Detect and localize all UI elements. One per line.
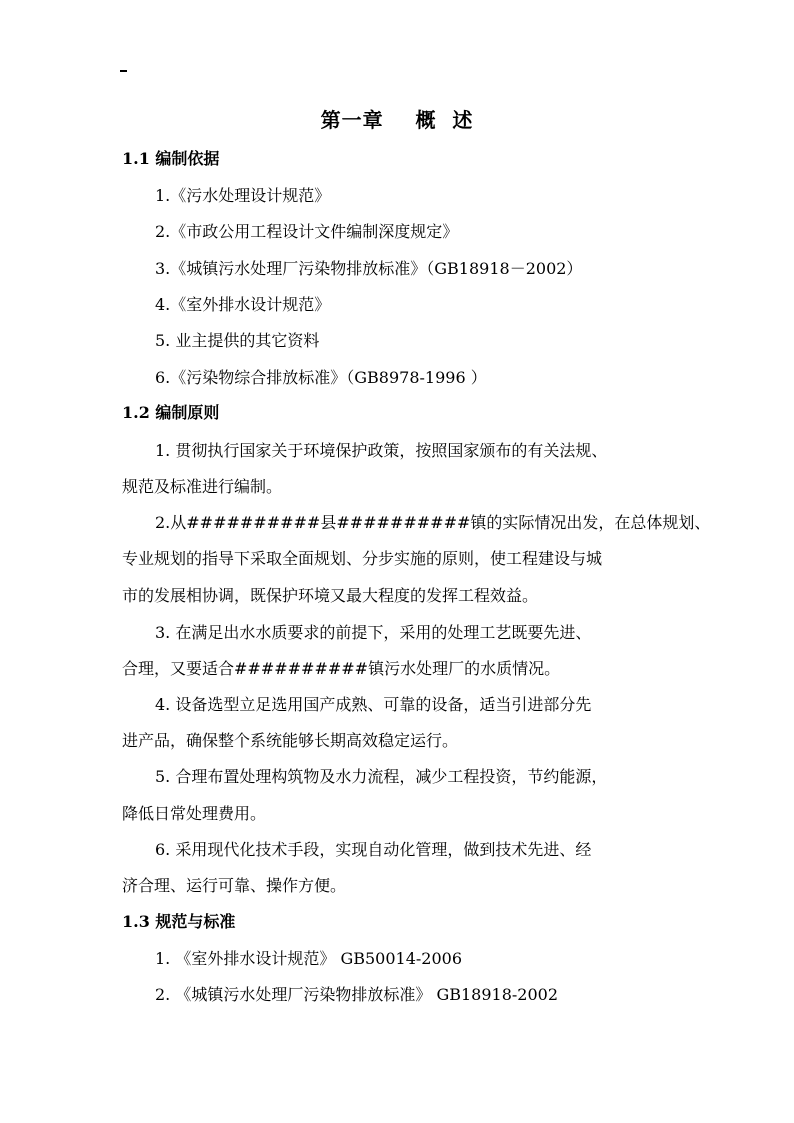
section-heading-1-2: 1.2 编制原则 xyxy=(122,403,220,422)
chapter-title: 第一章 概 述 xyxy=(320,108,474,132)
principle-line: 3. 在满足出水水质要求的前提下，采用的处理工艺既要先进、 xyxy=(155,623,592,642)
principle-line: 市的发展相协调，既保护环境又最大程度的发挥工程效益。 xyxy=(122,586,539,605)
reference-item: 1.《污水处理设计规范》 xyxy=(155,186,331,205)
principle-line: 2.从##########县##########镇的实际情况出发，在总体规划、 xyxy=(155,513,711,532)
principle-line: 5. 合理布置处理构筑物及水力流程，减少工程投资，节约能源， xyxy=(155,767,608,786)
section-heading-1-3: 1.3 规范与标准 xyxy=(122,912,236,931)
principle-line: 合理，又要适合##########镇污水处理厂的水质情况。 xyxy=(122,659,561,678)
standard-item: 2. 《城镇污水处理厂污染物排放标准》 GB18918-2002 xyxy=(155,985,559,1004)
principle-line: 济合理、运行可靠、操作方便。 xyxy=(122,876,347,895)
principle-line: 规范及标准进行编制。 xyxy=(122,477,283,496)
reference-item: 6.《污染物综合排放标准》（GB8978-1996 ） xyxy=(155,368,487,387)
reference-item: 5. 业主提供的其它资料 xyxy=(155,331,320,350)
reference-item: 4.《室外排水设计规范》 xyxy=(155,295,331,314)
principle-line: 4. 设备选型立足选用国产成熟、可靠的设备，适当引进部分先 xyxy=(155,695,592,714)
principle-line: 降低日常处理费用。 xyxy=(122,804,267,823)
section-heading-1-1: 1.1 编制依据 xyxy=(122,149,220,168)
principle-line: 专业规划的指导下采取全面规划、分步实施的原则，使工程建设与城 xyxy=(122,549,603,568)
reference-item: 2.《市政公用工程设计文件编制深度规定》 xyxy=(155,222,459,241)
corner-mark xyxy=(120,70,127,72)
principle-line: 进产品，确保整个系统能够长期高效稳定运行。 xyxy=(122,731,459,750)
reference-item: 3.《城镇污水处理厂污染物排放标准》（GB18918－2002） xyxy=(155,259,583,278)
standard-item: 1. 《室外排水设计规范》 GB50014-2006 xyxy=(155,949,463,968)
principle-line: 6. 采用现代化技术手段，实现自动化管理，做到技术先进、经 xyxy=(155,840,592,859)
principle-line: 1. 贯彻执行国家关于环境保护政策，按照国家颁布的有关法规、 xyxy=(155,441,608,460)
